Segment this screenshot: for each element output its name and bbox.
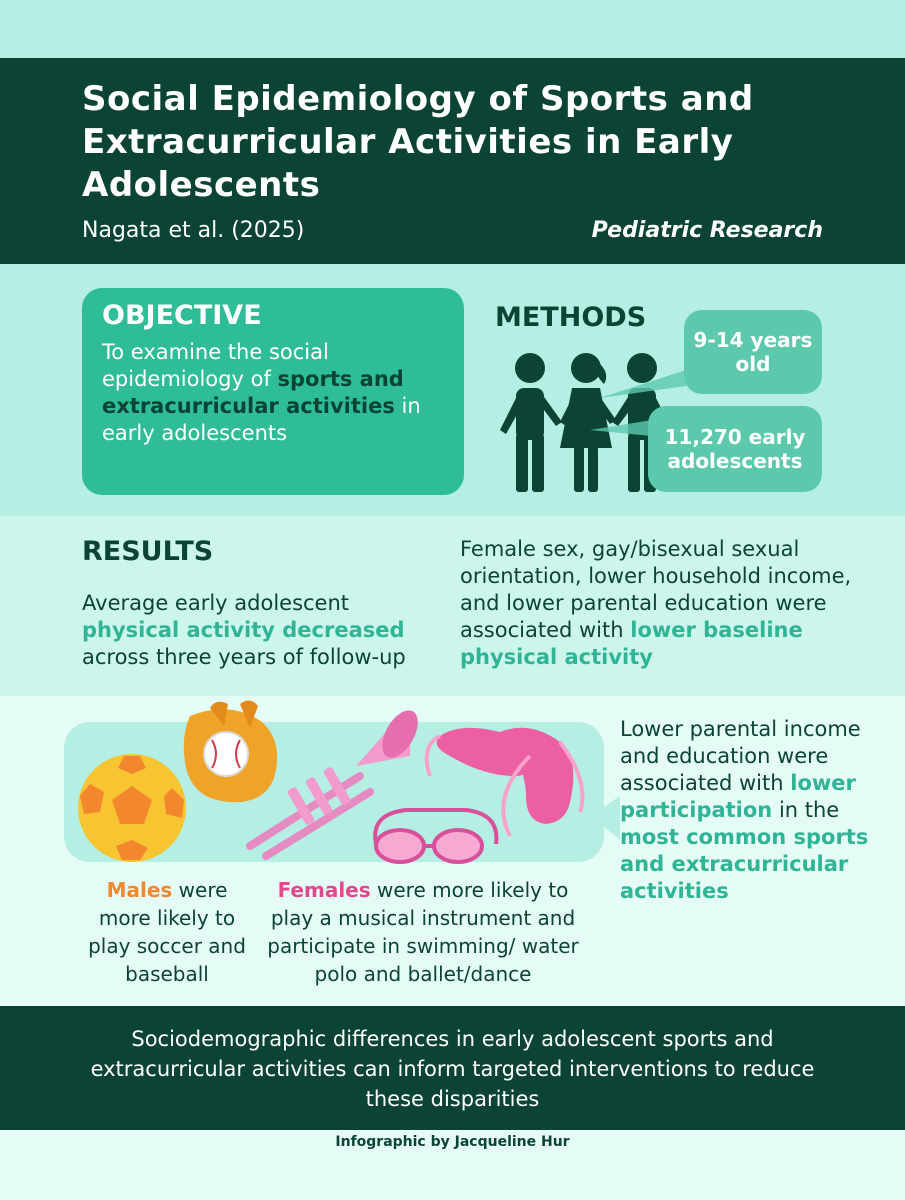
objective-methods-section xyxy=(0,264,905,516)
objective-text xyxy=(102,339,444,447)
males-text: were more likely to play soccer and baseball xyxy=(88,878,246,986)
citation-authors: Nagata et al. (2025) xyxy=(82,218,305,243)
header xyxy=(0,58,905,264)
females-finding xyxy=(262,876,584,988)
results-right-pre: Female sex, gay/bisexual sexual orientation, lower household income, and lower parental education were associated with xyxy=(460,537,852,642)
participation-highlight-2: most common sports and extracurricular activities xyxy=(620,825,869,903)
page-title: Social Epidemiology of Sports and Extracurricular Activities in Early Adolescents xyxy=(82,79,754,205)
infographic-credit: Infographic by Jacqueline Hur xyxy=(335,1134,570,1150)
objective-text-pre: To examine the social epidemiology of xyxy=(102,340,329,391)
footer xyxy=(0,1130,905,1200)
activities-illustration xyxy=(60,696,620,876)
males-finding xyxy=(82,876,252,988)
journal-name: Pediatric Research xyxy=(591,218,823,243)
age-bubble: 9-14 years old xyxy=(684,310,822,394)
results-right-text xyxy=(460,536,880,671)
results-heading: RESULTS xyxy=(82,536,214,567)
activities-section xyxy=(0,696,905,1006)
soccer-ball-icon xyxy=(78,754,186,862)
objective-text-post: in early adolescents xyxy=(102,394,421,445)
results-section xyxy=(0,516,905,696)
conclusion-section xyxy=(0,1006,905,1130)
objective-heading: OBJECTIVE xyxy=(102,300,262,331)
participation-mid: in the xyxy=(772,798,840,822)
females-highlight: Females xyxy=(277,878,371,902)
participation-highlight-1: lower participation xyxy=(620,771,856,822)
participation-finding xyxy=(620,716,890,905)
ballet-shoes-icon xyxy=(427,728,583,836)
results-left-post: across three years of follow-up xyxy=(82,645,406,669)
males-highlight: Males xyxy=(106,878,173,902)
top-strip xyxy=(0,0,905,58)
objective-box xyxy=(82,288,464,495)
objective-highlight: sports and extracurricular activities xyxy=(102,367,404,418)
results-left-pre: Average early adolescent xyxy=(82,591,350,615)
results-left-text xyxy=(82,590,442,671)
results-left-highlight: physical activity decreased xyxy=(82,618,405,642)
sample-size-bubble: 11,270 early adolescents xyxy=(648,406,822,492)
baseball-glove-icon xyxy=(184,700,277,802)
participation-pre: Lower parental income and education were associated with xyxy=(620,717,861,795)
swim-goggles-icon xyxy=(375,810,496,862)
conclusion-text: Sociodemographic differences in early adolescent sports and extracurricular activities can inform targeted interventions to reduce these disparities xyxy=(90,1027,815,1111)
females-text: were more likely to play a musical instrument and participate in swimming/ water polo and ballet/dance xyxy=(267,878,579,986)
results-right-highlight: lower baseline physical activity xyxy=(460,618,803,669)
methods-heading: METHODS xyxy=(495,302,647,333)
